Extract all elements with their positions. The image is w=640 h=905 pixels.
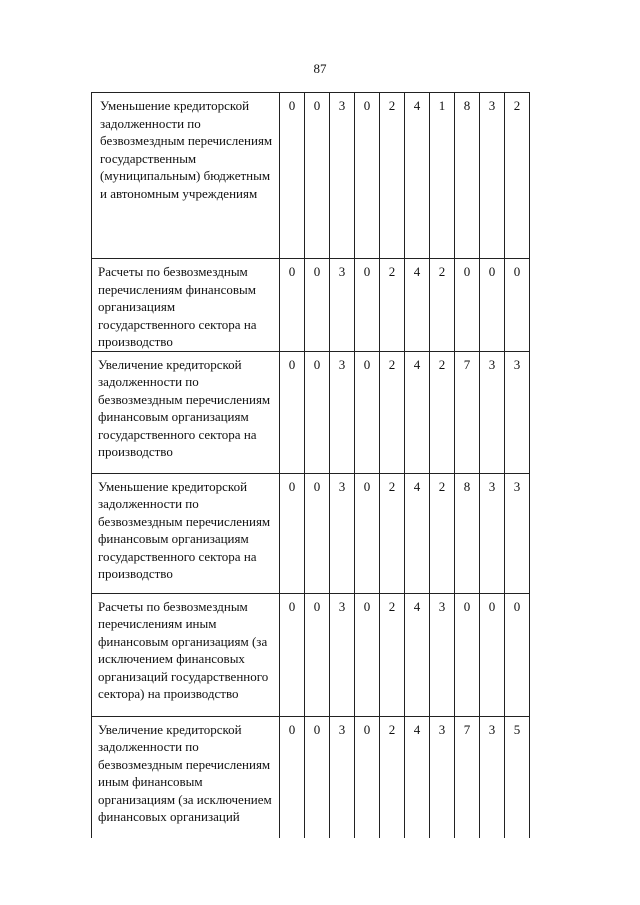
code-digit: 0 [305,93,330,259]
code-digit: 3 [430,593,455,716]
code-digit: 0 [305,593,330,716]
table-row [92,259,530,352]
budget-code-table [91,92,530,838]
code-digit: 3 [330,259,355,352]
code-digit: 4 [405,473,430,593]
table-row [92,351,530,473]
code-digit: 3 [330,351,355,473]
code-digit: 2 [380,593,405,716]
code-digit: 5 [505,716,530,838]
code-digit: 2 [380,259,405,352]
code-digit: 4 [405,593,430,716]
code-digit: 7 [455,716,480,838]
row-label: Уменьшение кредиторской задолженности по безвозмездным перечислениям государственным (муниципальным) бюджетным и автономным учреждениям [92,93,280,259]
code-digit: 0 [280,473,305,593]
table-row [92,473,530,593]
code-digit: 2 [505,93,530,259]
code-digit: 3 [330,593,355,716]
code-digit: 2 [380,716,405,838]
code-digit: 0 [480,593,505,716]
code-digit: 2 [380,473,405,593]
code-digit: 0 [280,716,305,838]
code-digit: 0 [355,593,380,716]
code-digit: 0 [455,593,480,716]
code-digit: 0 [280,259,305,352]
code-digit: 1 [430,93,455,259]
code-digit: 0 [355,473,380,593]
table-row [92,716,530,838]
table-row [92,593,530,716]
row-label: Уменьшение кредиторской задолженности по безвозмездным перечислениям финансовым организациям государственного сектора на производство [92,473,280,593]
code-digit: 0 [305,351,330,473]
code-digit: 2 [380,351,405,473]
code-digit: 0 [280,351,305,473]
code-digit: 0 [305,716,330,838]
code-digit: 4 [405,259,430,352]
code-digit: 0 [505,593,530,716]
code-digit: 3 [330,93,355,259]
table-row [92,93,530,259]
code-digit: 4 [405,716,430,838]
code-digit: 0 [505,259,530,352]
code-digit: 0 [280,593,305,716]
code-digit: 3 [505,351,530,473]
code-digit: 2 [430,351,455,473]
code-digit: 3 [330,716,355,838]
code-digit: 0 [355,93,380,259]
code-digit: 8 [455,473,480,593]
code-digit: 2 [430,473,455,593]
code-digit: 0 [280,93,305,259]
code-digit: 3 [480,351,505,473]
code-digit: 3 [430,716,455,838]
code-digit: 4 [405,351,430,473]
code-digit: 3 [480,716,505,838]
code-digit: 3 [505,473,530,593]
row-label: Увеличение кредиторской задолженности по безвозмездным перечислениям иным финансовым организациям (за исключением финансовых организаций [92,716,280,838]
code-digit: 2 [430,259,455,352]
row-label: Расчеты по безвозмездным перечислениям финансовым организациям государственного сектора на производство [92,259,280,352]
code-digit: 0 [355,259,380,352]
row-label: Расчеты по безвозмездным перечислениям иным финансовым организациям (за исключением финансовых организаций государственного сектора) на производство [92,593,280,716]
code-digit: 3 [480,93,505,259]
code-digit: 0 [355,351,380,473]
code-digit: 3 [330,473,355,593]
code-digit: 7 [455,351,480,473]
code-digit: 8 [455,93,480,259]
code-digit: 2 [380,93,405,259]
code-digit: 3 [480,473,505,593]
code-digit: 0 [355,716,380,838]
code-digit: 0 [305,473,330,593]
code-digit: 4 [405,93,430,259]
code-digit: 0 [455,259,480,352]
code-digit: 0 [305,259,330,352]
page-number: 87 [313,61,327,76]
row-label: Увеличение кредиторской задолженности по безвозмездным перечислениям финансовым организациям государственного сектора на производство [92,351,280,473]
code-digit: 0 [480,259,505,352]
